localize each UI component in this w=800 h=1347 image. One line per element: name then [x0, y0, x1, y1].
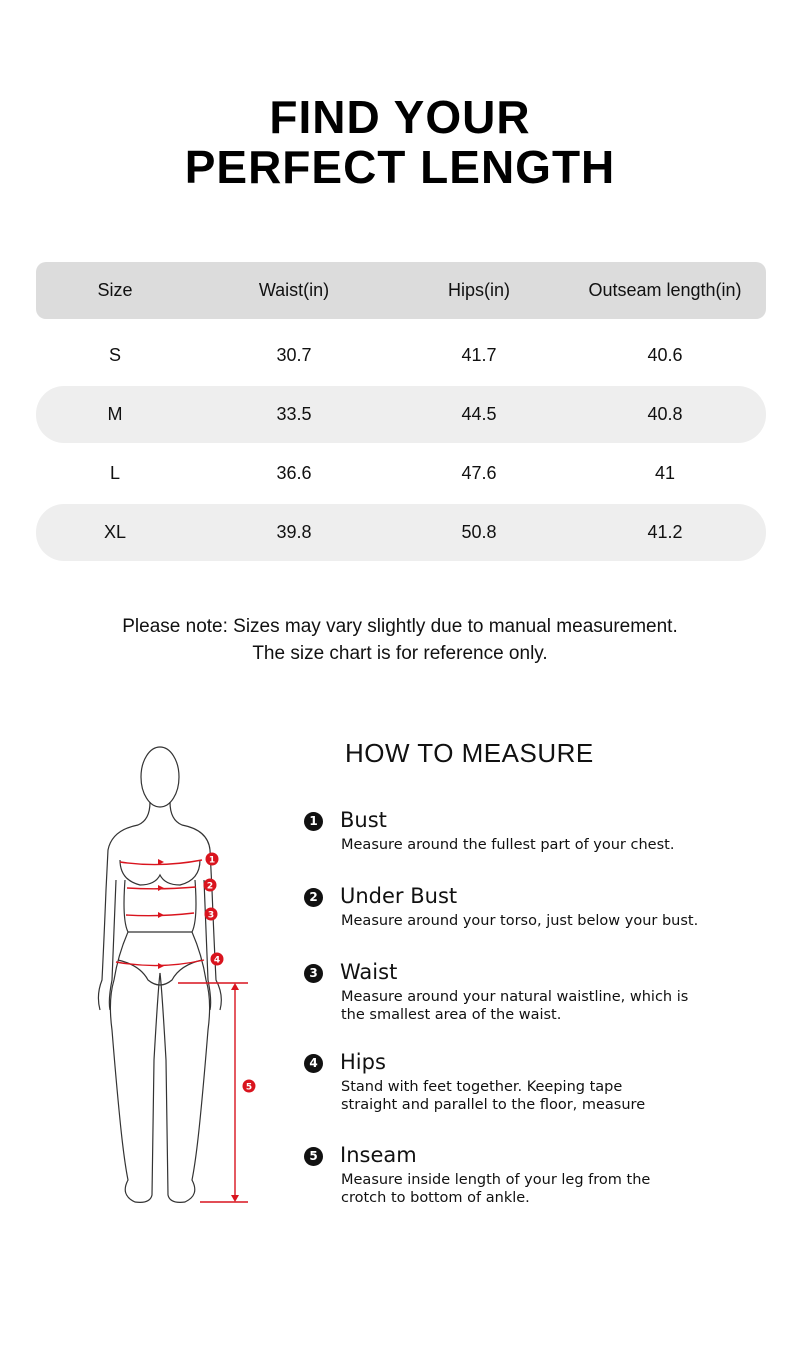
step-description: Measure around the fullest part of your chest. [341, 837, 675, 853]
title-line-1: FIND YOUR [269, 91, 531, 143]
size-table [36, 262, 766, 561]
number-2-icon: 2 [304, 888, 323, 907]
header-size: Size [97, 280, 133, 300]
step-name: Waist [340, 960, 398, 984]
number-1-icon: 1 [304, 812, 323, 831]
cell-outseam: 41.2 [647, 522, 683, 542]
table-row [36, 327, 766, 384]
step-name: Under Bust [340, 884, 458, 908]
cell-size: S [108, 345, 121, 365]
header-outseam: Outseam length(in) [588, 280, 742, 300]
body-outline-icon [90, 740, 270, 1210]
cell-size: XL [103, 522, 127, 542]
svg-text:5: 5 [245, 1082, 253, 1093]
cell-hips: 41.7 [461, 345, 497, 365]
cell-outseam: 40.6 [647, 345, 683, 365]
svg-text:4: 4 [213, 955, 221, 966]
step-name: Inseam [340, 1143, 417, 1167]
step-description: Measure inside length of your leg from the crotch to bottom of ankle. [341, 1172, 651, 1206]
step-description: Measure around your natural waistline, which is the smallest area of the waist. [341, 989, 689, 1023]
number-3-icon: 3 [304, 964, 323, 983]
cell-hips: 44.5 [461, 404, 497, 424]
svg-text:2: 2 [206, 881, 214, 892]
table-header [36, 262, 766, 319]
cell-waist: 36.6 [276, 463, 312, 483]
cell-waist: 30.7 [276, 345, 312, 365]
cell-hips: 50.8 [461, 522, 497, 542]
svg-text:3: 3 [207, 910, 215, 921]
disclaimer-note [0, 613, 800, 667]
header-waist: Waist(in) [258, 280, 330, 300]
cell-outseam: 41 [654, 463, 676, 483]
page-title [0, 92, 800, 192]
table-row [36, 504, 766, 561]
note-line-1: Please note: Sizes may vary slightly due to manual measurement. [122, 616, 678, 637]
table-row [36, 445, 766, 502]
number-5-icon: 5 [304, 1147, 323, 1166]
step-name: Bust [340, 808, 387, 832]
cell-outseam: 40.8 [647, 404, 683, 424]
step-description: Measure around your torso, just below your bust. [341, 913, 699, 929]
cell-waist: 39.8 [276, 522, 312, 542]
step-name: Hips [340, 1050, 386, 1074]
note-line-2: The size chart is for reference only. [252, 643, 548, 664]
cell-size: M [107, 404, 123, 424]
cell-hips: 47.6 [461, 463, 497, 483]
how-to-measure-title: HOW TO MEASURE [345, 738, 594, 768]
table-row [36, 386, 766, 443]
cell-waist: 33.5 [276, 404, 312, 424]
header-hips: Hips(in) [447, 280, 510, 300]
svg-text:1: 1 [208, 855, 216, 866]
number-4-icon: 4 [304, 1054, 323, 1073]
cell-size: L [109, 463, 120, 483]
body-measurement-figure [90, 740, 270, 1210]
title-line-2: PERFECT LENGTH [184, 141, 616, 193]
step-description: Stand with feet together. Keeping tape straight and parallel to the floor, measure [341, 1079, 646, 1113]
